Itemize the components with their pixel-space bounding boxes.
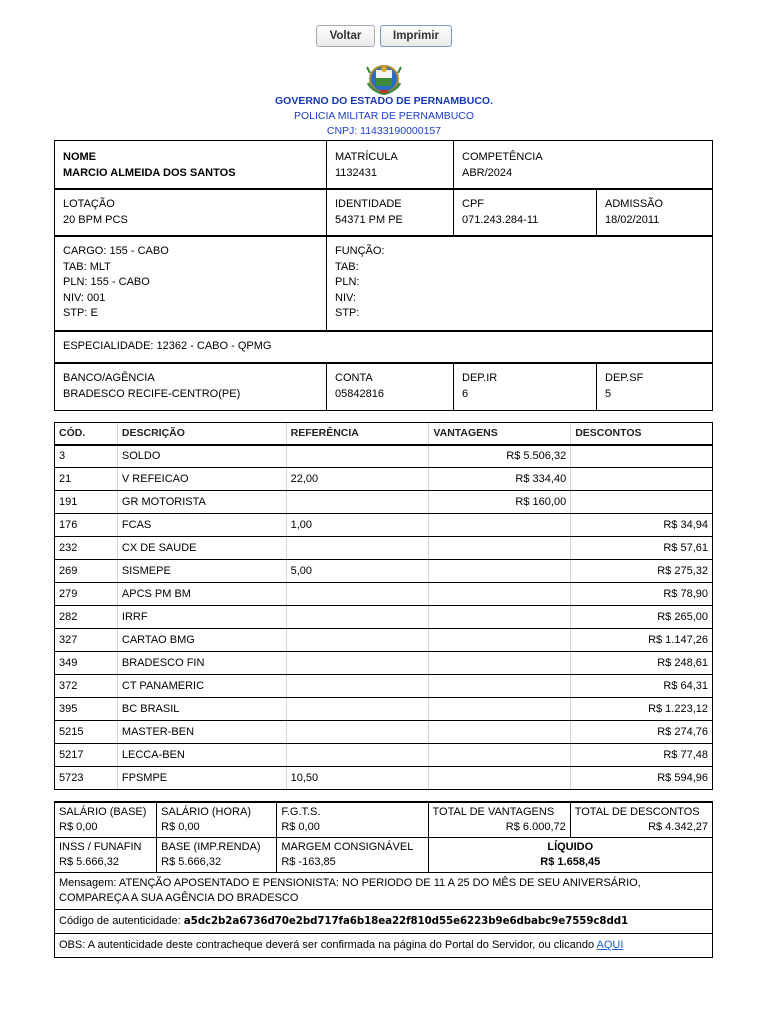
stp: STP: E <box>63 307 98 319</box>
depir-value: 6 <box>462 387 469 400</box>
admissao-label: ADMISSÃO <box>605 198 664 210</box>
depsf-value: 5 <box>605 387 612 400</box>
cell-descontos: R$ 265,00 <box>571 606 713 629</box>
police-title: POLICIA MILITAR DE PERNAMBUCO <box>293 110 475 122</box>
col-descontos: DESCONTOS <box>571 423 713 445</box>
pln: PLN: 155 - CABO <box>63 276 150 288</box>
cell-descontos: R$ 57,61 <box>571 537 713 560</box>
depsf-label: DEP.SF <box>605 372 644 384</box>
matricula-value: 1132431 <box>335 166 378 179</box>
government-title: GOVERNO DO ESTADO DE PERNAMBUCO. <box>275 95 493 107</box>
cell-descontos: R$ 77,48 <box>571 744 713 767</box>
cell-descontos: R$ 594,96 <box>571 767 713 790</box>
salario-base-value: R$ 0,00 <box>59 821 98 833</box>
totals-table <box>54 801 713 958</box>
base-ir-value: R$ 5.666,32 <box>161 856 222 868</box>
funcao-stp: STP: <box>335 307 360 319</box>
cell-descontos <box>571 445 713 468</box>
cell-codigo: 232 <box>55 537 118 560</box>
table-row <box>55 560 713 583</box>
depir-label: DEP.IR <box>462 372 498 384</box>
cell-descricao: SOLDO <box>117 445 286 468</box>
cell-referencia <box>286 744 429 767</box>
obs-text: OBS: A autenticidade deste contracheque deverá ser confirmada na página do Portal do Servidor, ou clicando <box>59 939 595 951</box>
salario-hora-value: R$ 0,00 <box>161 821 200 833</box>
cell-vantagens <box>429 652 571 675</box>
col-vantagens: VANTAGENS <box>429 423 571 445</box>
total-descontos-value: R$ 4.342,27 <box>648 821 708 833</box>
payslip-items-table <box>54 422 713 790</box>
table-row <box>55 652 713 675</box>
cell-codigo: 269 <box>55 560 118 583</box>
cell-codigo: 191 <box>55 491 118 514</box>
table-row <box>55 491 713 514</box>
cell-vantagens <box>429 721 571 744</box>
total-vantagens-value: R$ 6.000,72 <box>505 821 566 833</box>
cell-descontos: R$ 64,31 <box>571 675 713 698</box>
cell-codigo: 282 <box>55 606 118 629</box>
cell-vantagens <box>429 675 571 698</box>
cell-referencia <box>286 445 429 468</box>
salario-base-label: SALÁRIO (BASE) <box>59 806 147 818</box>
employee-info <box>54 140 713 411</box>
cell-referencia: 1,00 <box>286 514 429 537</box>
cell-vantagens <box>429 698 571 721</box>
cell-vantagens <box>429 583 571 606</box>
cell-referencia <box>286 698 429 721</box>
banco-value: BRADESCO RECIFE-CENTRO(PE) <box>63 387 241 400</box>
cell-vantagens: R$ 5.506,32 <box>429 445 571 468</box>
cell-referencia <box>286 652 429 675</box>
lotacao-value: 20 BPM PCS <box>63 213 128 226</box>
margem-value: R$ -163,85 <box>281 856 336 868</box>
table-header <box>55 423 713 445</box>
cell-descontos: R$ 34,94 <box>571 514 713 537</box>
table-row <box>55 629 713 652</box>
cell-descricao: MASTER-BEN <box>117 721 286 744</box>
table-row <box>55 468 713 491</box>
nome-value: MARCIO ALMEIDA DOS SANTOS <box>63 166 236 179</box>
cell-descontos: R$ 274,76 <box>571 721 713 744</box>
cell-codigo: 5217 <box>55 744 118 767</box>
cell-codigo: 327 <box>55 629 118 652</box>
tab: TAB: MLT <box>63 260 111 273</box>
total-descontos-label: TOTAL DE DESCONTOS <box>574 806 700 818</box>
cell-vantagens <box>429 744 571 767</box>
table-row <box>55 675 713 698</box>
cell-codigo: 349 <box>55 652 118 675</box>
salario-hora-label: SALÁRIO (HORA) <box>161 806 251 818</box>
col-referencia: REFERÊNCIA <box>286 423 429 445</box>
cell-descricao: CARTAO BMG <box>117 629 286 652</box>
aqui-link[interactable]: AQUI <box>596 939 624 951</box>
conta-label: CONTA <box>335 372 373 384</box>
mensagem: Mensagem: ATENÇÃO APOSENTADO E PENSIONISTA: NO PERIODO DE 11 A 25 DO MÊS DE SEU ANIVERSÁRIO, COMPAREÇA A SUA AGÊNCIA DO BRADESCO <box>59 877 641 904</box>
liquido-value: R$ 1.658,45 <box>540 856 601 868</box>
base-ir-label: BASE (IMP.RENDA) <box>161 841 261 853</box>
cell-referencia <box>286 606 429 629</box>
cell-descontos: R$ 78,90 <box>571 583 713 606</box>
cell-descontos <box>571 491 713 514</box>
cell-codigo: 5215 <box>55 721 118 744</box>
competencia-value: ABR/2024 <box>462 166 513 179</box>
funcao-pln: PLN: <box>335 276 360 288</box>
cell-vantagens <box>429 606 571 629</box>
cell-codigo: 176 <box>55 514 118 537</box>
cell-descricao: CT PANAMERIC <box>117 675 286 698</box>
cell-descontos: R$ 1.223,12 <box>571 698 713 721</box>
cell-vantagens <box>429 560 571 583</box>
cell-referencia <box>286 583 429 606</box>
funcao-tab: TAB: <box>335 260 359 273</box>
state-coat-of-arms-icon <box>366 61 402 95</box>
table-row <box>55 537 713 560</box>
cpf-label: CPF <box>462 198 484 210</box>
cell-descricao: APCS PM BM <box>117 583 286 606</box>
liquido-label: LÍQUIDO <box>547 841 594 853</box>
col-descricao: DESCRIÇÃO <box>117 423 286 445</box>
cell-descricao: IRRF <box>117 606 286 629</box>
cell-referencia: 22,00 <box>286 468 429 491</box>
cell-referencia <box>286 537 429 560</box>
identidade-value: 54371 PM PE <box>335 213 403 226</box>
identidade-label: IDENTIDADE <box>335 198 402 210</box>
table-row <box>55 744 713 767</box>
cell-descricao: LECCA-BEN <box>117 744 286 767</box>
cell-descricao: V REFEICAO <box>117 468 286 491</box>
cell-codigo: 5723 <box>55 767 118 790</box>
cell-codigo: 21 <box>55 468 118 491</box>
cell-descricao: CX DE SAUDE <box>117 537 286 560</box>
nome-label: NOME <box>63 151 96 163</box>
cell-vantagens <box>429 514 571 537</box>
total-vantagens-label: TOTAL DE VANTAGENS <box>432 806 555 818</box>
table-row <box>55 767 713 790</box>
conta-value: 05842816 <box>335 387 384 400</box>
fgts-value: R$ 0,00 <box>281 821 320 833</box>
inss-label: INSS / FUNAFIN <box>59 841 142 853</box>
cell-referencia <box>286 675 429 698</box>
toolbar <box>0 25 768 47</box>
codigo-autenticidade: a5dc2b2a6736d70e2bd717fa6b18ea22f810d55e6223b9e6dbabc9e7559c8dd1 <box>183 915 629 927</box>
cell-descricao: FPSMPE <box>117 767 286 790</box>
table-row <box>55 606 713 629</box>
cell-descricao: FCAS <box>117 514 286 537</box>
cell-codigo: 395 <box>55 698 118 721</box>
table-row <box>55 583 713 606</box>
especialidade: ESPECIALIDADE: 12362 - CABO - QPMG <box>63 340 272 352</box>
cell-descricao: SISMEPE <box>117 560 286 583</box>
cell-descontos: R$ 248,61 <box>571 652 713 675</box>
margem-label: MARGEM CONSIGNÁVEL <box>281 841 414 853</box>
banco-label: BANCO/AGÊNCIA <box>63 372 155 384</box>
cell-vantagens: R$ 334,40 <box>429 468 571 491</box>
cell-descricao: BC BRASIL <box>117 698 286 721</box>
col-codigo: CÓD. <box>55 423 118 445</box>
cell-codigo: 372 <box>55 675 118 698</box>
cell-descricao: BRADESCO FIN <box>117 652 286 675</box>
cell-codigo: 3 <box>55 445 118 468</box>
cell-vantagens: R$ 160,00 <box>429 491 571 514</box>
cell-vantagens <box>429 767 571 790</box>
table-row <box>55 445 713 468</box>
cell-vantagens <box>429 537 571 560</box>
print-button[interactable]: Imprimir <box>380 25 452 47</box>
cell-descricao: GR MOTORISTA <box>117 491 286 514</box>
funcao: FUNÇÃO: <box>335 245 385 257</box>
table-row <box>55 698 713 721</box>
inss-value: R$ 5.666,32 <box>59 856 119 868</box>
cell-descontos: R$ 1.147,26 <box>571 629 713 652</box>
admissao-value: 18/02/2011 <box>605 213 660 226</box>
cell-referencia <box>286 629 429 652</box>
cnpj: CNPJ: 11433190000157 <box>326 125 442 137</box>
table-row <box>55 514 713 537</box>
cell-referencia: 5,00 <box>286 560 429 583</box>
table-row <box>55 721 713 744</box>
competencia-label: COMPETÊNCIA <box>462 151 543 163</box>
cell-vantagens <box>429 629 571 652</box>
matricula-label: MATRÍCULA <box>335 151 398 163</box>
codigo-label: Código de autenticidade: <box>59 915 181 927</box>
funcao-niv: NIV: <box>335 291 356 304</box>
cell-codigo: 279 <box>55 583 118 606</box>
cpf-value: 071.243.284-11 <box>462 213 539 226</box>
cell-referencia <box>286 491 429 514</box>
niv: NIV: 001 <box>63 291 106 304</box>
cell-descontos <box>571 468 713 491</box>
cell-referencia: 10,50 <box>286 767 429 790</box>
fgts-label: F.G.T.S. <box>281 806 321 818</box>
cargo: CARGO: 155 - CABO <box>63 245 169 257</box>
cell-descontos: R$ 275,32 <box>571 560 713 583</box>
cell-referencia <box>286 721 429 744</box>
lotacao-label: LOTAÇÃO <box>63 198 115 210</box>
back-button[interactable]: Voltar <box>316 25 375 47</box>
